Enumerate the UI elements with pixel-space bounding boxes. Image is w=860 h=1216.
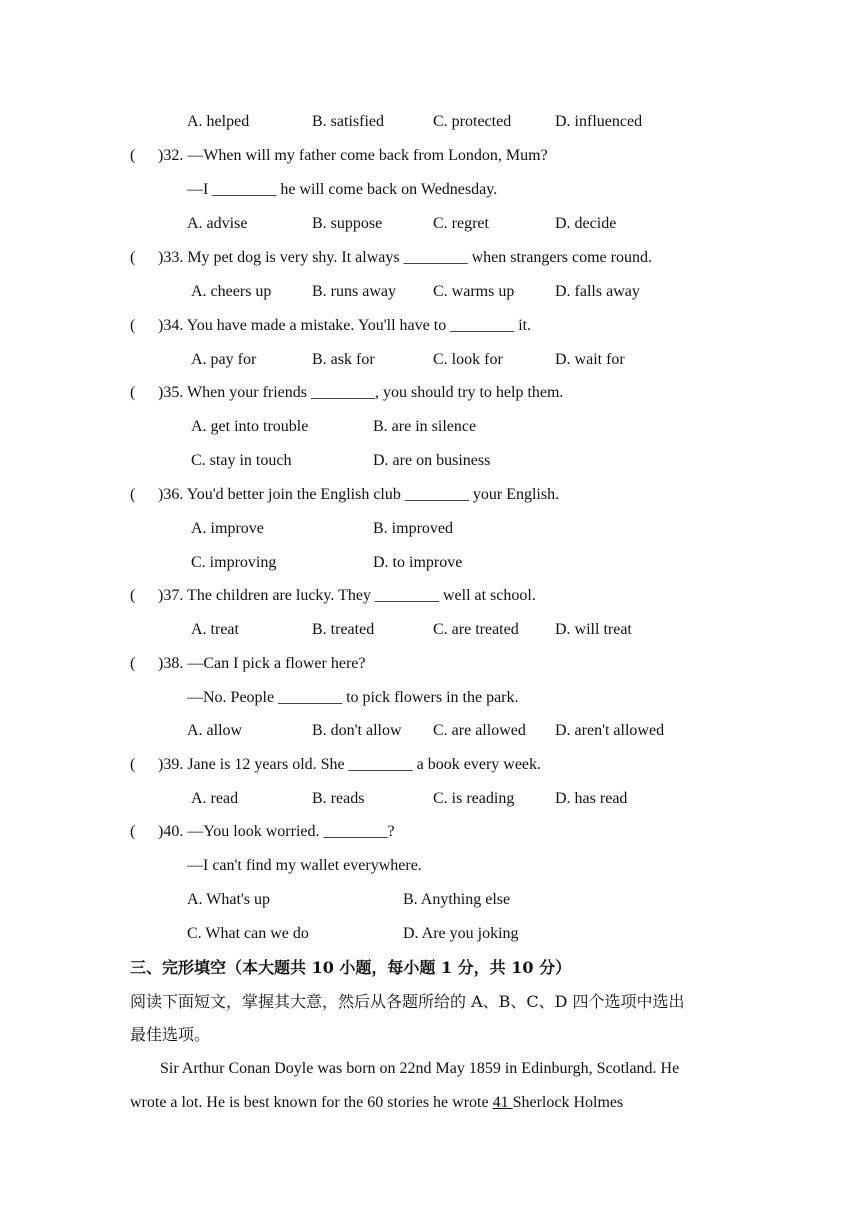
option-b: B. suppose — [312, 215, 383, 232]
option-b: B. are in silence — [373, 418, 477, 435]
answer-paren: ( — [130, 823, 136, 840]
passage-line-1: Sir Arthur Conan Doyle was born on 22nd May 1859 in Edinburgh, Scotland. He — [160, 1060, 680, 1077]
option-d: D. are on business — [373, 452, 491, 469]
option-a: A. treat — [191, 621, 239, 638]
option-c: C. regret — [433, 215, 489, 232]
instruction-line-2: 最佳选项。 — [130, 1025, 211, 1044]
answer-paren: ( — [130, 756, 136, 773]
section-heading: 三、完形填空（本大题共 10 小题，每小题 1 分，共 10 分） — [130, 958, 572, 977]
option-a: A. improve — [191, 520, 264, 537]
option-a: A. read — [191, 790, 239, 807]
option-a: A. cheers up — [191, 283, 272, 300]
option-b: B. treated — [312, 621, 375, 638]
answer-paren: ( — [130, 587, 136, 604]
answer-paren: ( — [130, 384, 136, 401]
question-stem: )33. My pet dog is very shy. It always ________ when strangers come round. — [158, 249, 652, 266]
option-a: A. advise — [187, 215, 248, 232]
option-b: B. ask for — [312, 351, 375, 368]
option-a: A. get into trouble — [191, 418, 309, 435]
question-stem: )39. Jane is 12 years old. She ________ a book every week. — [158, 756, 542, 773]
passage-line-2 — [130, 1093, 623, 1113]
question-line-2: —I ________ he will come back on Wednesday. — [187, 181, 498, 198]
passage-text: wrote a lot. He is best known for the 60 stories he wrote — [130, 1094, 493, 1111]
question-line-2: —No. People ________ to pick flowers in the park. — [187, 689, 519, 706]
option-b: B. reads — [312, 790, 365, 807]
answer-paren: ( — [130, 147, 136, 164]
option-c: C. stay in touch — [191, 452, 292, 469]
option-d: D. has read — [555, 790, 628, 807]
option-b: B. don't allow — [312, 722, 402, 739]
option-d: D. falls away — [555, 283, 640, 300]
answer-paren: ( — [130, 249, 136, 266]
answer-paren: ( — [130, 317, 136, 334]
option-d: D. Are you joking — [403, 925, 519, 942]
instruction-line-1: 阅读下面短文，掌握其大意，然后从各题所给的 A、B、C、D 四个选项中选出 — [130, 992, 685, 1011]
option-a: A. helped — [187, 113, 250, 130]
option-d: D. aren't allowed — [555, 722, 665, 739]
option-c: C. is reading — [433, 790, 515, 807]
question-stem: )37. The children are lucky. They ________ well at school. — [158, 587, 536, 604]
option-c: C. are allowed — [433, 722, 526, 739]
question-stem: )34. You have made a mistake. You'll have to ________ it. — [158, 317, 532, 334]
option-b: B. improved — [373, 520, 453, 537]
question-stem: )36. You'd better join the English club ________ your English. — [158, 486, 560, 503]
blank-41: 41 — [492, 1094, 513, 1111]
option-b: B. runs away — [312, 283, 396, 300]
option-a: A. What's up — [187, 891, 271, 908]
option-c: C. look for — [433, 351, 503, 368]
option-d: D. to improve — [373, 554, 463, 571]
question-stem: )40. —You look worried. ________? — [158, 823, 395, 840]
passage-text: Sherlock Holmes — [512, 1094, 624, 1111]
answer-paren: ( — [130, 655, 136, 672]
option-b: B. satisfied — [312, 113, 384, 130]
option-d: D. influenced — [555, 113, 643, 130]
option-c: C. warms up — [433, 283, 515, 300]
question-stem: )35. When your friends ________, you should try to help them. — [158, 384, 564, 401]
option-d: D. wait for — [555, 351, 625, 368]
question-stem: )38. —Can I pick a flower here? — [158, 655, 366, 672]
option-d: D. decide — [555, 215, 617, 232]
option-d: D. will treat — [555, 621, 632, 638]
option-c: C. improving — [191, 554, 277, 571]
answer-paren: ( — [130, 486, 136, 503]
option-c: C. are treated — [433, 621, 519, 638]
option-c: C. protected — [433, 113, 512, 130]
question-stem: )32. —When will my father come back from London, Mum? — [158, 147, 548, 164]
option-c: C. What can we do — [187, 925, 309, 942]
option-a: A. pay for — [191, 351, 257, 368]
option-b: B. Anything else — [403, 891, 511, 908]
question-line-2: —I can't find my wallet everywhere. — [187, 857, 422, 874]
option-a: A. allow — [187, 722, 243, 739]
